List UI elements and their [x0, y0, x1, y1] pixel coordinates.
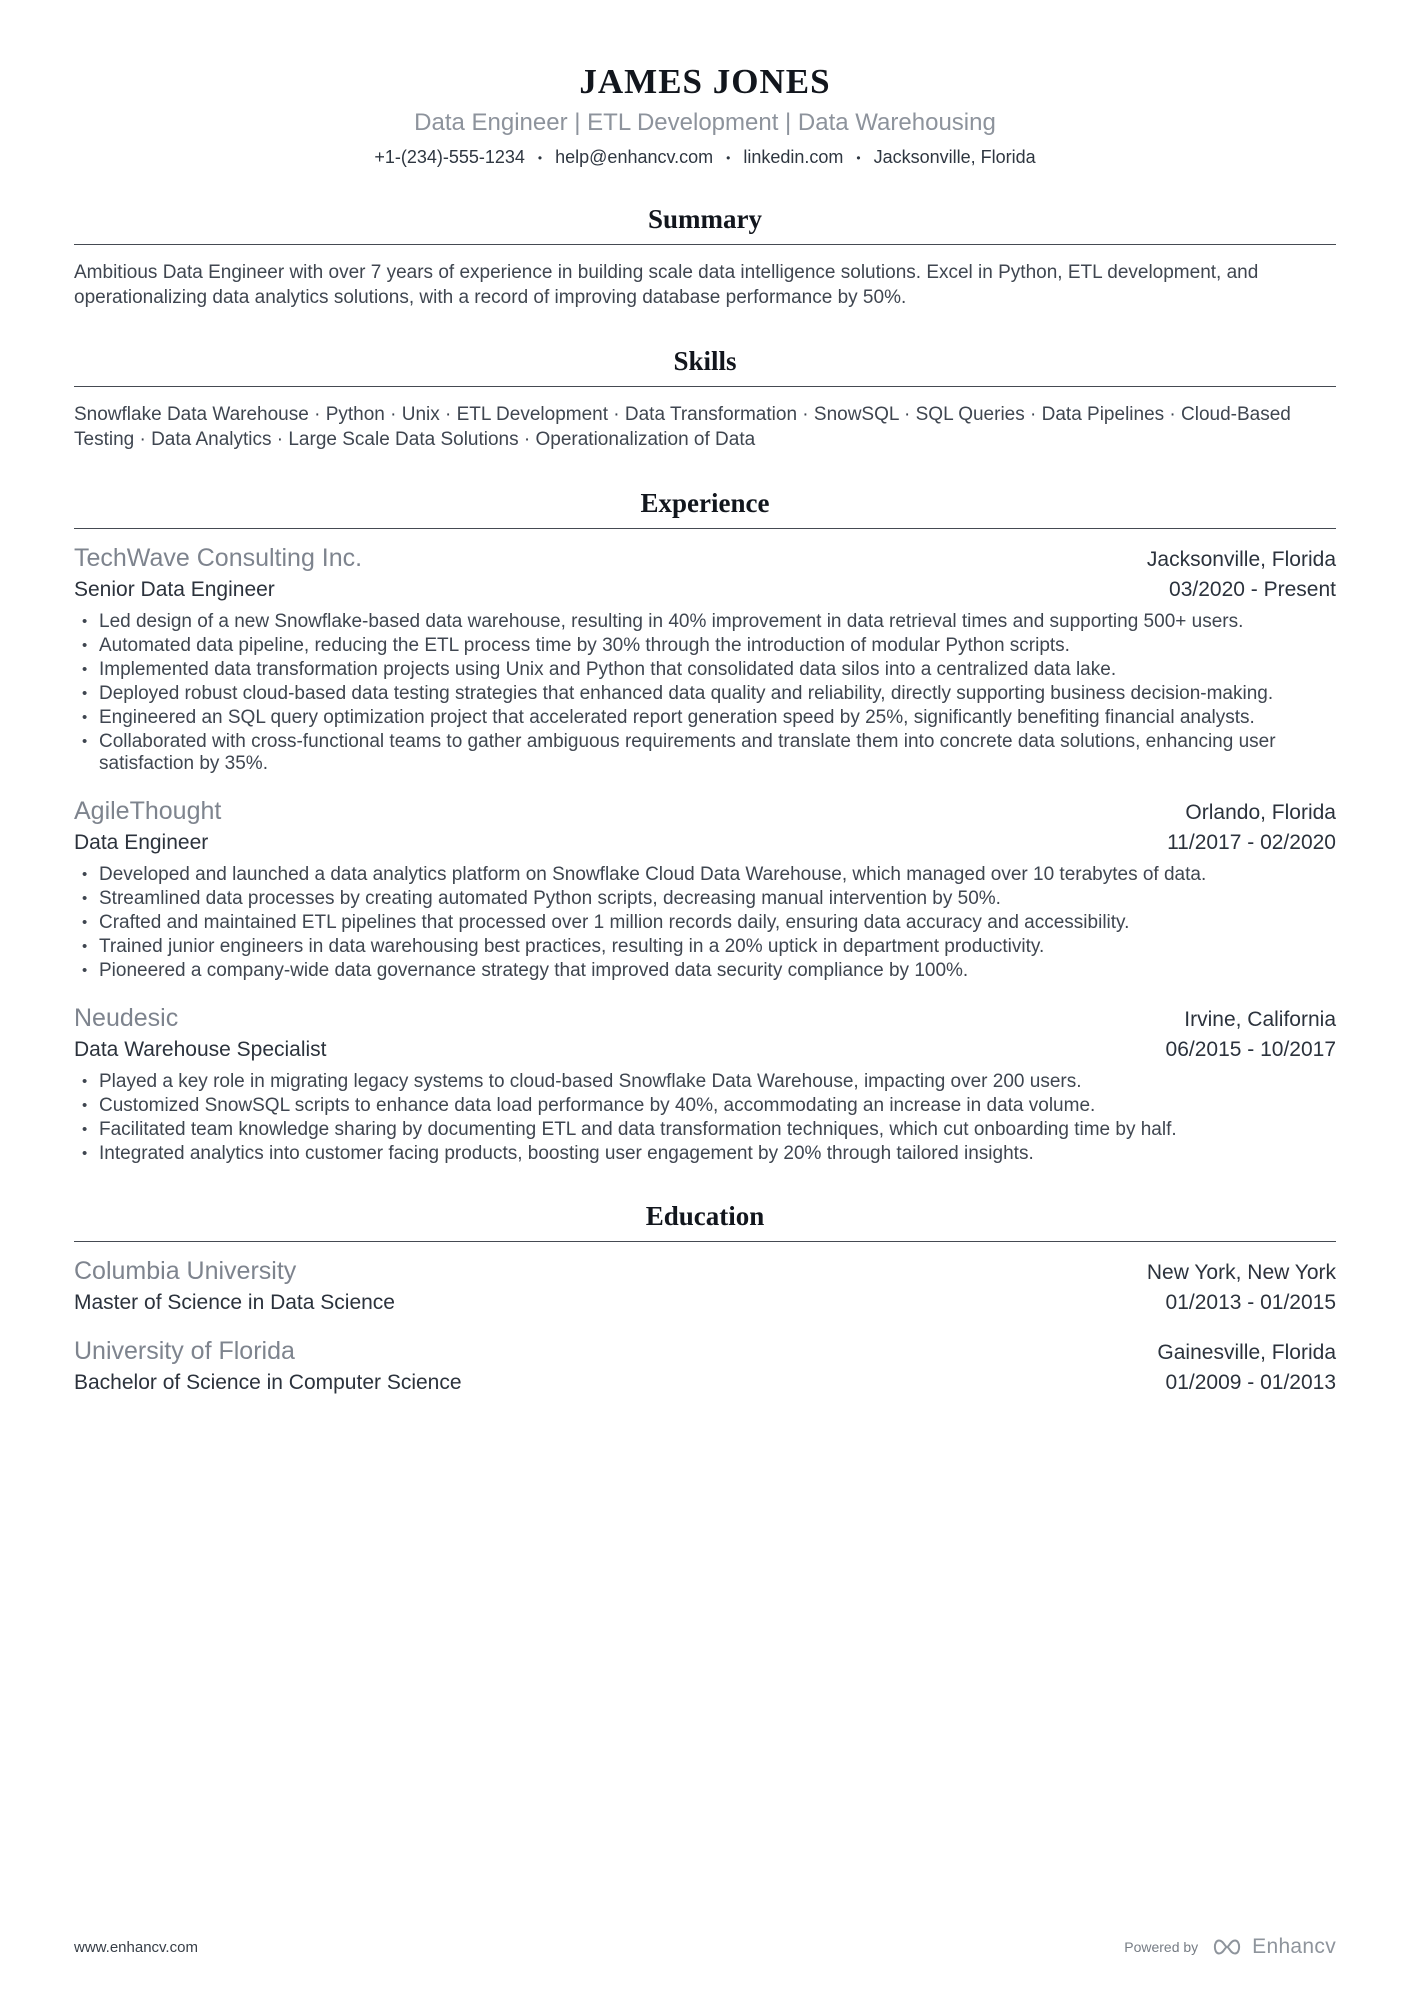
entry-degree-row — [74, 1291, 1336, 1315]
job-title: Data Engineer — [74, 831, 209, 854]
entry-role-row — [74, 1038, 1336, 1062]
degree-name: Bachelor of Science in Computer Science — [74, 1371, 462, 1394]
bullet-list — [74, 1071, 1336, 1165]
email-link[interactable]: help@enhancv.com — [555, 147, 714, 167]
experience-section — [74, 488, 1336, 1165]
job-dates: 03/2020 - Present — [1169, 578, 1336, 601]
experience-entry — [74, 544, 1336, 775]
contact-separator: • — [726, 150, 731, 165]
company-location: Jacksonville, Florida — [1146, 548, 1336, 571]
bullet-item: • Integrated analytics into customer facing products, boosting user engagement by 20% through tailored insights. — [99, 1143, 1336, 1165]
job-dates: 11/2017 - 02/2020 — [1167, 831, 1336, 854]
bullet-item: • Automated data pipeline, reducing the ETL process time by 30% through the introduction of modular Python scripts. — [99, 635, 1336, 657]
company-name: AgileThought — [74, 797, 222, 825]
company-location: Irvine, California — [1184, 1008, 1336, 1031]
skills-heading: Skills — [74, 346, 1336, 387]
bullet-item: • Collaborated with cross-functional teams to gather ambiguous requirements and translate them into concrete data solutions, enhancing user satisfaction by 35%. — [99, 731, 1336, 775]
school-name: Columbia University — [74, 1257, 297, 1285]
bullet-item: • Streamlined data processes by creating automated Python scripts, decreasing manual intervention by 50%. — [99, 888, 1336, 910]
bullet-list — [74, 611, 1336, 775]
entry-header-row — [74, 1004, 1336, 1033]
resume-header — [74, 62, 1336, 168]
summary-heading: Summary — [74, 204, 1336, 245]
enhancv-wordmark: Enhancv — [1252, 1935, 1336, 1958]
bullet-item: • Pioneered a company-wide data governance strategy that improved data security compliance by 100%. — [99, 960, 1336, 982]
candidate-headline: Data Engineer | ETL Development | Data Warehousing — [414, 109, 996, 136]
bullet-item: • Crafted and maintained ETL pipelines that processed over 1 million records daily, ensuring data accuracy and accessibility. — [99, 912, 1336, 934]
company-name: Neudesic — [74, 1004, 179, 1032]
entry-role-row — [74, 831, 1336, 855]
experience-entry — [74, 1004, 1336, 1165]
bullet-item: • Trained junior engineers in data warehousing best practices, resulting in a 20% uptick in department productivity. — [99, 936, 1336, 958]
degree-name: Master of Science in Data Science — [74, 1291, 395, 1314]
education-entry — [74, 1257, 1336, 1315]
enhancv-logo-icon — [1210, 1937, 1244, 1957]
experience-entries — [74, 544, 1336, 1165]
bullet-item: • Facilitated team knowledge sharing by documenting ETL and data transformation techniques, which cut onboarding time by half. — [99, 1119, 1336, 1141]
job-title: Data Warehouse Specialist — [74, 1038, 327, 1061]
summary-text: Ambitious Data Engineer with over 7 years of experience in building scale data intelligence solutions. Excel in Python, ETL development, and operationalizing data analytics solutions, with a record of improving database performance by 50%. — [74, 262, 1259, 308]
entry-degree-row — [74, 1371, 1336, 1395]
company-location: Orlando, Florida — [1185, 801, 1336, 824]
bullet-item: • Led design of a new Snowflake-based data warehouse, resulting in 40% improvement in data retrieval times and supporting 500+ users. — [99, 611, 1336, 633]
bullet-item: • Engineered an SQL query optimization project that accelerated report generation speed by 25%, significantly benefiting financial analysts. — [99, 707, 1336, 729]
school-name: University of Florida — [74, 1337, 295, 1365]
job-dates: 06/2015 - 10/2017 — [1165, 1038, 1336, 1061]
contact-separator: • — [856, 150, 861, 165]
linkedin-link[interactable]: linkedin.com — [743, 147, 844, 167]
entry-header-row — [74, 797, 1336, 826]
location-text: Jacksonville, Florida — [873, 147, 1036, 167]
contact-row — [74, 147, 1336, 168]
candidate-name: JAMES JONES — [579, 62, 831, 101]
entry-role-row — [74, 578, 1336, 602]
entry-header-row — [74, 1257, 1336, 1286]
contact-separator: • — [537, 150, 543, 165]
bullet-item: • Played a key role in migrating legacy systems to cloud-based Snowflake Data Warehouse, impacting over 200 users. — [99, 1071, 1336, 1093]
experience-entry — [74, 797, 1336, 982]
enhancv-brand-link[interactable] — [1210, 1935, 1336, 1959]
school-location: New York, New York — [1146, 1261, 1336, 1284]
page-footer — [74, 1935, 1336, 1959]
education-section — [74, 1201, 1336, 1395]
website-link[interactable]: www.enhancv.com — [74, 1938, 198, 1956]
bullet-list — [74, 864, 1336, 982]
education-dates: 01/2013 - 01/2015 — [1165, 1291, 1336, 1314]
company-name: TechWave Consulting Inc. — [74, 544, 363, 572]
education-entry — [74, 1337, 1336, 1395]
skills-text: Snowflake Data Warehouse · Python · Unix · ETL Development · Data Transformation · SnowSQL · SQL Queries · Data Pipelines · Cloud-Based Testing · Data Analytics · Large Scale Data Solutions · Operationalization of Data — [74, 404, 1291, 450]
education-dates: 01/2009 - 01/2013 — [1165, 1371, 1336, 1394]
powered-by — [1124, 1935, 1336, 1959]
summary-section — [74, 204, 1336, 310]
powered-by-label: Powered by — [1124, 1939, 1199, 1955]
entry-header-row — [74, 544, 1336, 573]
school-location: Gainesville, Florida — [1157, 1341, 1336, 1364]
phone-text: +1-(234)-555-1234 — [374, 147, 525, 167]
bullet-item: • Customized SnowSQL scripts to enhance data load performance by 40%, accommodating an increase in data volume. — [99, 1095, 1336, 1117]
experience-heading: Experience — [74, 488, 1336, 529]
education-heading: Education — [74, 1201, 1336, 1242]
bullet-item: • Deployed robust cloud-based data testing strategies that enhanced data quality and reliability, directly supporting business decision-making. — [99, 683, 1336, 705]
bullet-item: • Developed and launched a data analytics platform on Snowflake Cloud Data Warehouse, which managed over 10 terabytes of data. — [99, 864, 1336, 886]
skills-section — [74, 346, 1336, 452]
entry-header-row — [74, 1337, 1336, 1366]
bullet-item: • Implemented data transformation projects using Unix and Python that consolidated data silos into a centralized data lake. — [99, 659, 1336, 681]
job-title: Senior Data Engineer — [74, 578, 275, 601]
education-entries — [74, 1257, 1336, 1395]
